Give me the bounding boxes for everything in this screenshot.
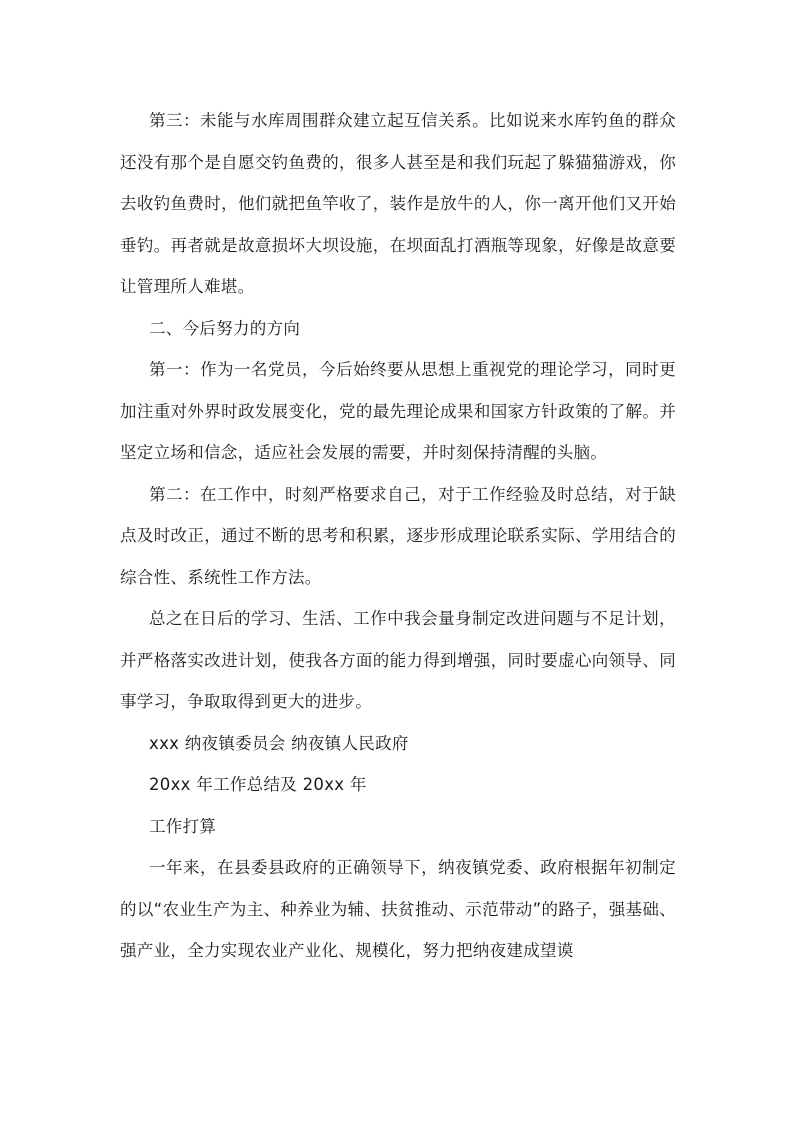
- paragraph-point-three: 第三：未能与水库周围群众建立起互信关系。比如说来水库钓鱼的群众还没有那个是自愿交钓鱼费的，很多人甚至是和我们玩起了躲猫猫游戏，你去收钓鱼费时，他们就把鱼竿收了，装作是放牛的人，你一离开他们又开始垂钓。再者就是故意损坏大坝设施，在坝面乱打酒瓶等现象，好像是故意要让管理所人难堪。: [120, 111, 676, 296]
- document-body: [120, 100, 676, 972]
- report-title-line: 20xx 年工作总结及 20xx 年: [149, 775, 367, 794]
- paragraph-conclusion: 总之在日后的学习、生活、工作中我会量身制定改进问题与不足计划，并严格落实改进计划，使我各方面的能力得到增强，同时要虚心向领导、同事学习，争取取得到更大的进步。: [120, 609, 676, 711]
- paragraph-year-summary: 一年来，在县委县政府的正确领导下，纳夜镇党委、政府根据年初制定的以“农业生产为主、种养业为辅、扶贫推动、示范带动”的路子，强基础、强产业，全力实现农业产业化、规模化，努力把纳夜建成望谟: [120, 858, 676, 960]
- paragraph-point-two: 第二：在工作中，时刻严格要求自己，对于工作经验及时总结，对于缺点及时改正，通过不断的思考和积累，逐步形成理论联系实际、学用结合的综合性、系统性工作方法。: [120, 484, 676, 587]
- org-line: xxx 纳夜镇委员会 纳夜镇人民政府: [149, 733, 409, 753]
- paragraph-point-one: 第一：作为一名党员，今后始终要从思想上重视党的理论学习，同时更加注重对外界时政发展变化，党的最先理论成果和国家方针政策的了解。并坚定立场和信念，适应社会发展的需要，并时刻保持清醒的头脑。: [120, 360, 676, 462]
- report-title-line-2: 工作打算: [149, 816, 217, 836]
- section-heading-future-direction: 二、今后努力的方向: [149, 318, 301, 338]
